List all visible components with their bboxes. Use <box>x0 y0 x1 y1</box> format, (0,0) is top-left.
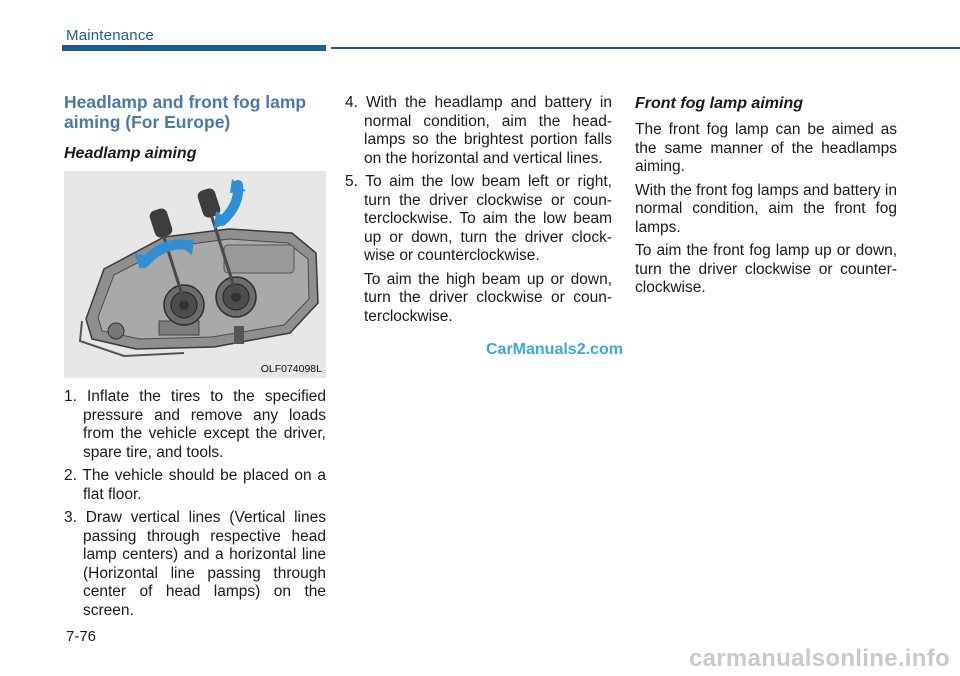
header-rule-thick <box>62 45 326 51</box>
subheading-fog-lamp-aiming: Front fog lamp aiming <box>635 95 803 112</box>
page-number: 7-76 <box>66 628 97 645</box>
headlamp-illustration <box>64 171 326 378</box>
fog-paragraph-2: With the front fog lamps and battery in normal condition, aim the front fog lamps. <box>635 181 897 236</box>
step-2: 2. The vehicle should be placed on a flat floor. <box>64 467 326 503</box>
column-1 <box>64 92 326 625</box>
step-5: 5. To aim the low beam left or right, turn the driver clockwise or coun-terclockwise. To aim the low beam up or down, turn the driver clock-wise or counterclockwise. <box>345 173 612 264</box>
right-adjuster-gear <box>216 277 256 317</box>
section-heading: Headlamp and front fog lamp aiming (For Europe) <box>64 92 307 132</box>
figure-code: OLF074098L <box>260 363 322 375</box>
fog-paragraph-1: The front fog lamp can be aimed as the same manner of the headlamps aiming. <box>635 121 897 175</box>
step-1: 1. Inflate the tires to the specified pressure and remove any loads from the vehicle except the driver, spare tire, and tools. <box>64 388 326 461</box>
header-rule-thin <box>331 47 960 49</box>
section-label: Maintenance <box>66 27 155 44</box>
high-beam-note: To aim the high beam up or down, turn the driver clockwise or coun-terclockwise. <box>364 270 612 325</box>
subheading-headlamp-aiming: Headlamp aiming <box>64 145 197 162</box>
column-3 <box>635 94 897 303</box>
step-3: 3. Draw vertical lines (Vertical lines passing through respective head lamp centers) and a horizontal line (Horizontal line passing through center of head lamps) on the screen. <box>64 509 326 619</box>
column-2 <box>345 94 612 331</box>
site-watermark: carmanualsonline.info <box>688 645 950 672</box>
fog-paragraph-3: To aim the front fog lamp up or down, turn the driver clockwise or counter-clockwise. <box>635 242 897 296</box>
step-4: 4. With the headlamp and battery in normal condition, aim the head-lamps so the brightest portion falls on the horizontal and vertical lines. <box>345 94 612 167</box>
left-adjuster-gear <box>164 285 204 325</box>
headlamp-figure <box>64 171 326 378</box>
carmanuals-watermark: CarManuals2.com <box>486 341 623 358</box>
